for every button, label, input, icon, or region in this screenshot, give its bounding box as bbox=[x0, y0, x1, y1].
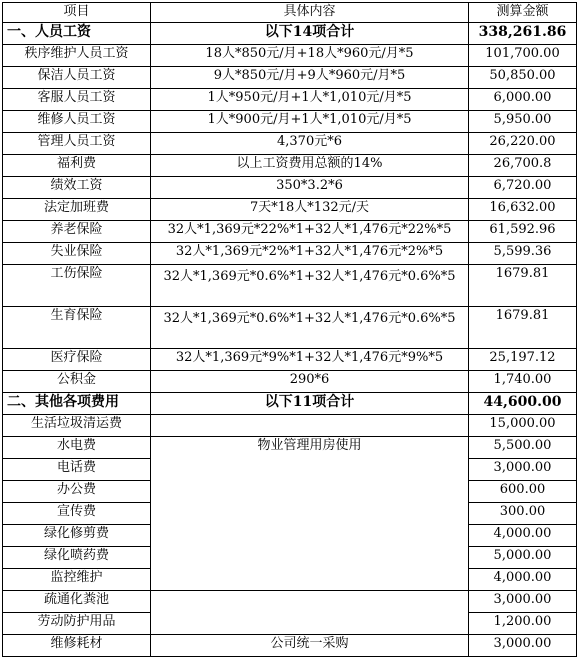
table-row bbox=[3, 591, 577, 613]
table-cell-amount: 101,700.00 bbox=[469, 45, 577, 67]
table-cell-amount: 1679.81 bbox=[469, 307, 577, 349]
table-cell-item: 绩效工资 bbox=[3, 177, 151, 199]
table-row bbox=[3, 155, 577, 177]
table-cell-content: 350*3.2*6 bbox=[151, 177, 469, 199]
table-cell-content: 290*6 bbox=[151, 371, 469, 393]
table-row bbox=[3, 177, 577, 199]
table-cell-amount: 5,500.00 bbox=[469, 437, 577, 459]
table-cell-content: 32人*1,369元*22%*1+32人*1,476元*22%*5 bbox=[151, 221, 469, 243]
table-cell-item: 绿化喷药费 bbox=[3, 547, 151, 569]
table-cell-item: 绿化修剪费 bbox=[3, 525, 151, 547]
table-cell-item: 电话费 bbox=[3, 459, 151, 481]
table-cell-amount: 3,000.00 bbox=[469, 635, 577, 657]
table-cell-item: 监控维护 bbox=[3, 569, 151, 591]
table-cell-content: 32人*1,369元*0.6%*1+32人*1,476元*0.6%*5 bbox=[151, 265, 469, 307]
table-row bbox=[3, 307, 577, 349]
table-cell-item: 医疗保险 bbox=[3, 349, 151, 371]
table-cell-item: 客服人员工资 bbox=[3, 89, 151, 111]
table-cell-item: 管理人员工资 bbox=[3, 133, 151, 155]
table-cell-content: 物业管理用房使用 bbox=[151, 437, 469, 591]
table-cell-amount: 1679.81 bbox=[469, 265, 577, 307]
table-cell-amount: 6,720.00 bbox=[469, 177, 577, 199]
table-cell-amount: 61,592.96 bbox=[469, 221, 577, 243]
table-cell-content: 18人*850元/月+18人*960元/月*5 bbox=[151, 45, 469, 67]
table-cell-amount: 4,000.00 bbox=[469, 525, 577, 547]
table-row bbox=[3, 89, 577, 111]
table-row bbox=[3, 133, 577, 155]
table-cell-content bbox=[151, 591, 469, 635]
table-cell-item: 水电费 bbox=[3, 437, 151, 459]
table-cell-amount: 6,000.00 bbox=[469, 89, 577, 111]
section-row-personnel bbox=[3, 23, 577, 45]
table-cell-item: 公积金 bbox=[3, 371, 151, 393]
table-cell-amount: 16,632.00 bbox=[469, 199, 577, 221]
table-cell-amount: 1,200.00 bbox=[469, 613, 577, 635]
cost-estimate-table bbox=[2, 2, 577, 657]
table-cell-amount: 15,000.00 bbox=[469, 415, 577, 437]
header-row bbox=[3, 3, 577, 23]
table-row bbox=[3, 111, 577, 133]
table-row bbox=[3, 349, 577, 371]
table-row bbox=[3, 221, 577, 243]
table-cell-content: 以下14项合计 bbox=[151, 23, 469, 45]
table-row bbox=[3, 45, 577, 67]
table-cell-content: 32人*1,369元*0.6%*1+32人*1,476元*0.6%*5 bbox=[151, 307, 469, 349]
table-cell-amount: 26,700.8 bbox=[469, 155, 577, 177]
table-cell-content: 32人*1,369元*2%*1+32人*1,476元*2%*5 bbox=[151, 243, 469, 265]
table-cell-item: 生育保险 bbox=[3, 307, 151, 349]
table-row bbox=[3, 371, 577, 393]
table-cell-amount: 3,000.00 bbox=[469, 459, 577, 481]
table-cell-item: 生活垃圾清运费 bbox=[3, 415, 151, 437]
table-cell-item: 维修人员工资 bbox=[3, 111, 151, 133]
table-cell-amount: 1,740.00 bbox=[469, 371, 577, 393]
table-cell-amount: 5,599.36 bbox=[469, 243, 577, 265]
table-cell-content: 1人*900元/月+1人*1,010元/月*5 bbox=[151, 111, 469, 133]
table-cell-item: 维修耗材 bbox=[3, 635, 151, 657]
table-row bbox=[3, 415, 577, 437]
table-cell-content bbox=[151, 415, 469, 437]
table-cell-item: 一、人员工资 bbox=[3, 23, 151, 45]
table-cell-item: 工伤保险 bbox=[3, 265, 151, 307]
table-cell-content: 1人*950元/月+1人*1,010元/月*5 bbox=[151, 89, 469, 111]
table-cell-item: 福利费 bbox=[3, 155, 151, 177]
table-cell-amount: 4,000.00 bbox=[469, 569, 577, 591]
table-cell-item: 办公费 bbox=[3, 481, 151, 503]
table-cell-amount: 600.00 bbox=[469, 481, 577, 503]
table-cell-amount: 5,000.00 bbox=[469, 547, 577, 569]
table-cell-amount: 25,197.12 bbox=[469, 349, 577, 371]
table-cell-amount: 3,000.00 bbox=[469, 591, 577, 613]
header-item: 项目 bbox=[3, 3, 151, 23]
section-row-other bbox=[3, 393, 577, 415]
table-cell-item: 宣传费 bbox=[3, 503, 151, 525]
table-cell-item: 法定加班费 bbox=[3, 199, 151, 221]
table-cell-item: 失业保险 bbox=[3, 243, 151, 265]
table-cell-amount: 50,850.00 bbox=[469, 67, 577, 89]
table-cell-content: 32人*1,369元*9%*1+32人*1,476元*9%*5 bbox=[151, 349, 469, 371]
table-cell-amount: 5,950.00 bbox=[469, 111, 577, 133]
table-row bbox=[3, 437, 577, 459]
table-cell-item: 养老保险 bbox=[3, 221, 151, 243]
table-cell-content: 以上工资费用总额的14% bbox=[151, 155, 469, 177]
table-row bbox=[3, 635, 577, 657]
table-row bbox=[3, 199, 577, 221]
table-cell-amount: 44,600.00 bbox=[469, 393, 577, 415]
table-row bbox=[3, 67, 577, 89]
table-cell-item: 疏通化粪池 bbox=[3, 591, 151, 613]
table-cell-amount: 338,261.86 bbox=[469, 23, 577, 45]
table-cell-item: 二、其他各项费用 bbox=[3, 393, 151, 415]
table-cell-content: 4,370元*6 bbox=[151, 133, 469, 155]
table-cell-item: 保洁人员工资 bbox=[3, 67, 151, 89]
table-cell-content: 7天*18人*132元/天 bbox=[151, 199, 469, 221]
table-cell-amount: 26,220.00 bbox=[469, 133, 577, 155]
table-cell-item: 秩序维护人员工资 bbox=[3, 45, 151, 67]
table-cell-amount: 300.00 bbox=[469, 503, 577, 525]
table-row bbox=[3, 265, 577, 307]
header-content: 具体内容 bbox=[151, 3, 469, 23]
table-cell-content: 公司统一采购 bbox=[151, 635, 469, 657]
header-amount: 测算金额 bbox=[469, 3, 577, 23]
table-cell-content: 9人*850元/月+9人*960元/月*5 bbox=[151, 67, 469, 89]
table-cell-item: 劳动防护用品 bbox=[3, 613, 151, 635]
table-cell-content: 以下11项合计 bbox=[151, 393, 469, 415]
table-row bbox=[3, 243, 577, 265]
